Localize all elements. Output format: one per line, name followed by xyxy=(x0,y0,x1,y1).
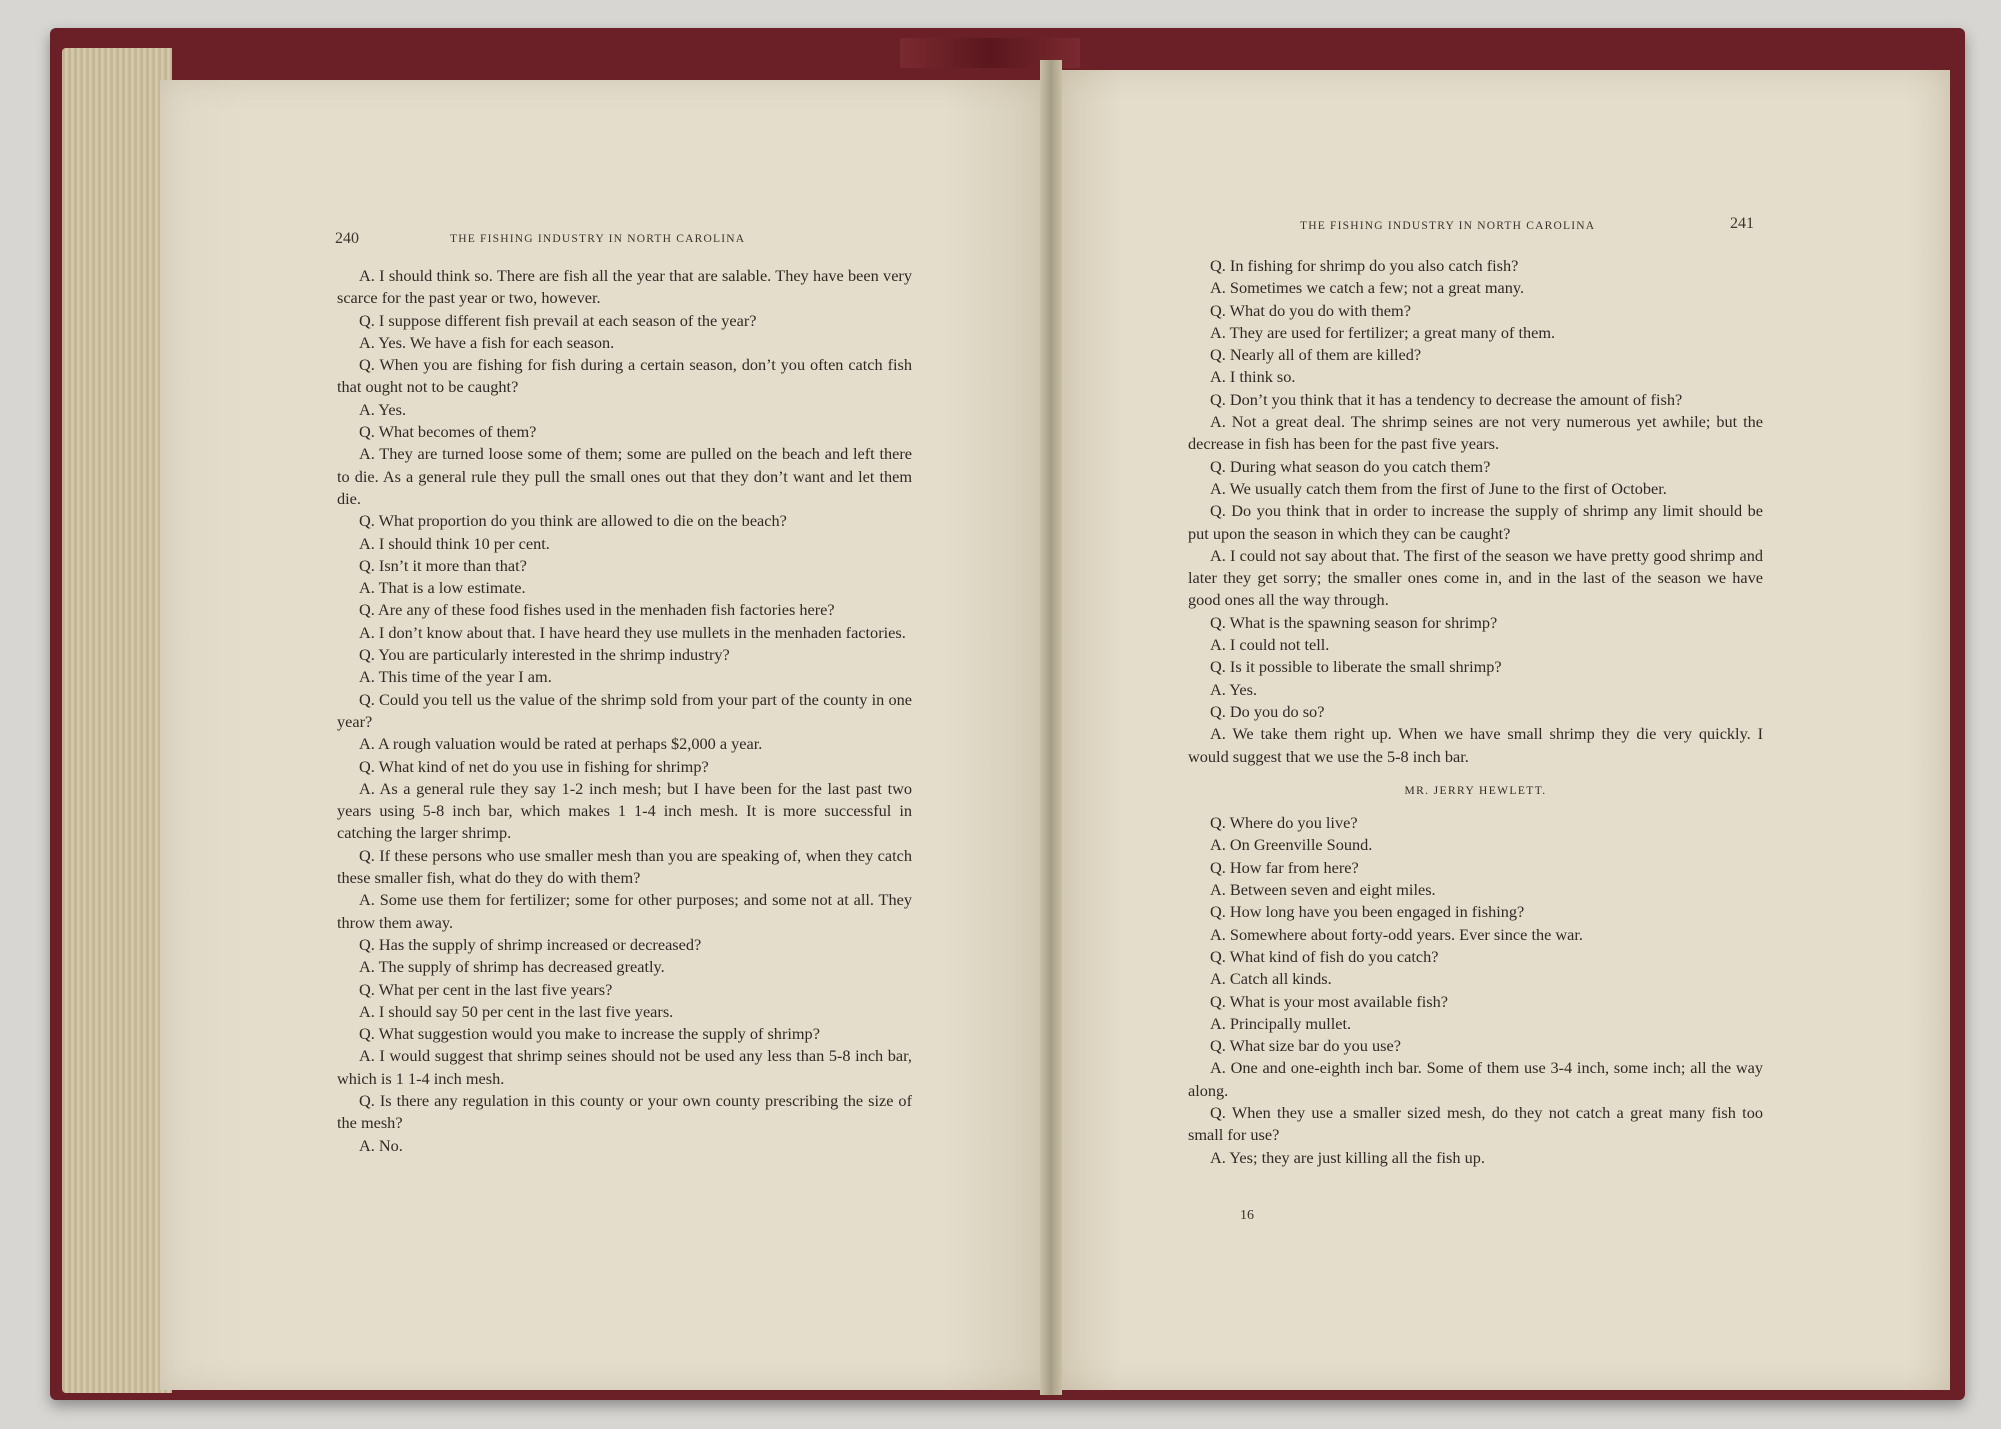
text-paragraph: Q. What size bar do you use? xyxy=(1210,1036,1401,1056)
text-paragraph: A. I don’t know about that. I have heard they use mullets in the menhaden factories. xyxy=(359,622,906,642)
text-paragraph: Q. You are particularly interested in the shrimp industry? xyxy=(359,645,730,665)
text-paragraph: A. Catch all kinds. xyxy=(1210,969,1332,989)
text-paragraph: Q. When they use a smaller sized mesh, do they not catch a great many fish too small for use? xyxy=(1188,1102,1763,1145)
text-paragraph: A. They are turned loose some of them; some are pulled on the beach and left there to die. As a general rule they pull the small ones out that they don’t want and let them die. xyxy=(337,444,912,508)
text-paragraph: Q. What kind of fish do you catch? xyxy=(1210,946,1439,966)
text-paragraph: A. This time of the year I am. xyxy=(359,667,552,687)
text-paragraph: Q. Do you think that in order to increase the supply of shrimp any limit should be put upon the season in which they can be caught? xyxy=(1188,501,1763,543)
text-paragraph: A. As a general rule they say 1-2 inch mesh; but I have been for the last past two years using 5-8 inch bar, which makes 1 1-4 inch mesh. It is more successful in catching the larger shrimp. xyxy=(337,778,912,843)
text-paragraph: Q. Has the supply of shrimp increased or decreased? xyxy=(359,934,702,954)
text-paragraph: A. Sometimes we catch a few; not a great many. xyxy=(1210,278,1525,298)
text-paragraph: A. I should say 50 per cent in the last five years. xyxy=(359,1001,674,1021)
text-paragraph: A. We usually catch them from the first of June to the first of October. xyxy=(1210,478,1667,498)
text-paragraph: Q. What becomes of them? xyxy=(359,422,537,442)
text-paragraph: A. I should think so. There are fish all the year that are salable. They have been very scarce for the past year or two, however. xyxy=(337,266,912,308)
text-paragraph: Q. In fishing for shrimp do you also catch fish? xyxy=(1210,256,1519,275)
text-paragraph: Q. What kind of net do you use in fishing for shrimp? xyxy=(359,756,709,776)
text-paragraph: A. The supply of shrimp has decreased greatly. xyxy=(359,957,665,977)
book-gutter xyxy=(1040,60,1062,1395)
text-paragraph: Q. Do you do so? xyxy=(1210,701,1325,721)
text-paragraph: A. Yes. We have a fish for each season. xyxy=(359,332,615,352)
text-paragraph: Q. Nearly all of them are killed? xyxy=(1210,345,1422,365)
text-paragraph: A. A rough valuation would be rated at perhaps $2,000 a year. xyxy=(359,734,763,754)
text-paragraph: Q. If these persons who use smaller mesh than you are speaking of, when they catch these smaller fish, what do they do with them? xyxy=(337,845,912,888)
text-paragraph: A. Principally mullet. xyxy=(1210,1013,1352,1033)
text-paragraph: A. Not a great deal. The shrimp seines are not very numerous yet awhile; but the decrease in fish has been for the past five years. xyxy=(1188,412,1763,454)
text-paragraph: A. Yes. xyxy=(359,399,407,419)
text-paragraph: A. I would suggest that shrimp seines should not be used any less than 5-8 inch bar, which is 1 1-4 inch mesh. xyxy=(337,1046,912,1088)
right-running-head: THE FISHING INDUSTRY IN NORTH CAROLINA xyxy=(1300,220,1596,232)
text-paragraph: Q. How far from here? xyxy=(1210,857,1359,877)
text-paragraph: A. They are used for fertilizer; a great many of them. xyxy=(1210,322,1556,342)
text-paragraph: Q. Is it possible to liberate the small shrimp? xyxy=(1210,657,1502,677)
text-paragraph: A. I could not tell. xyxy=(1210,635,1330,655)
signature-mark: 16 xyxy=(1240,1208,1254,1223)
text-paragraph: Q. During what season do you catch them? xyxy=(1210,456,1491,476)
text-paragraph: A. Between seven and eight miles. xyxy=(1210,880,1436,900)
text-paragraph: Q. Is there any regulation in this county or your own county prescribing the size of the mesh? xyxy=(337,1090,912,1133)
right-page-text xyxy=(1188,255,1763,1169)
left-page-number: 240 xyxy=(335,230,359,247)
text-paragraph: A. We take them right up. When we have small shrimp they die very quickly. I would suggest that we use the 5-8 inch bar. xyxy=(1188,724,1763,766)
text-paragraph: A. No. xyxy=(359,1135,403,1155)
text-paragraph: Q. Don’t you think that it has a tendency to decrease the amount of fish? xyxy=(1210,389,1683,409)
text-paragraph: Q. What suggestion would you make to increase the supply of shrimp? xyxy=(359,1024,820,1044)
text-paragraph: Q. How long have you been engaged in fishing? xyxy=(1210,902,1525,922)
text-paragraph: A. Some use them for fertilizer; some for other purposes; and some not at all. They throw them away. xyxy=(337,890,912,932)
text-paragraph: Q. I suppose different fish prevail at each season of the year? xyxy=(359,310,757,330)
text-paragraph: A. One and one-eighth inch bar. Some of them use 3-4 inch, some inch; all the way along. xyxy=(1188,1058,1763,1100)
text-paragraph: A. On Greenville Sound. xyxy=(1210,835,1373,855)
text-paragraph: A. Somewhere about forty-odd years. Ever since the war. xyxy=(1210,924,1583,944)
right-page-number: 241 xyxy=(1730,215,1754,232)
page-edges xyxy=(62,48,172,1393)
text-paragraph: A. I should think 10 per cent. xyxy=(359,533,550,553)
text-paragraph: A. I think so. xyxy=(1210,367,1296,387)
text-paragraph: A. I could not say about that. The first of the season we have pretty good shrimp and later they get sorry; the smaller ones come in, and in the last of the season we have good ones all the way through. xyxy=(1188,545,1763,610)
text-paragraph: Q. What is your most available fish? xyxy=(1210,991,1448,1011)
text-paragraph: Q. Isn’t it more than that? xyxy=(359,555,527,575)
text-paragraph: Q. When you are fishing for fish during a certain season, don’t you often catch fish that ought not to be caught? xyxy=(337,355,912,397)
text-paragraph: Q. Could you tell us the value of the shrimp sold from your part of the county in one year? xyxy=(337,689,912,731)
text-paragraph: Q. Are any of these food fishes used in the menhaden fish factories here? xyxy=(359,600,835,620)
speaker-heading: MR. JERRY HEWLETT. xyxy=(1404,784,1547,797)
left-running-head: THE FISHING INDUSTRY IN NORTH CAROLINA xyxy=(450,233,746,245)
text-paragraph: Q. What do you do with them? xyxy=(1210,300,1411,320)
text-paragraph: A. Yes; they are just killing all the fish up. xyxy=(1210,1147,1485,1167)
text-paragraph: Q. Where do you live? xyxy=(1210,813,1358,833)
left-page-text xyxy=(337,265,912,1157)
text-paragraph: Q. What proportion do you think are allowed to die on the beach? xyxy=(359,511,787,531)
text-paragraph: Q. What per cent in the last five years? xyxy=(359,979,613,999)
text-paragraph: Q. What is the spawning season for shrimp? xyxy=(1210,612,1498,632)
text-paragraph: A. Yes. xyxy=(1210,679,1258,699)
text-paragraph: A. That is a low estimate. xyxy=(359,578,526,598)
